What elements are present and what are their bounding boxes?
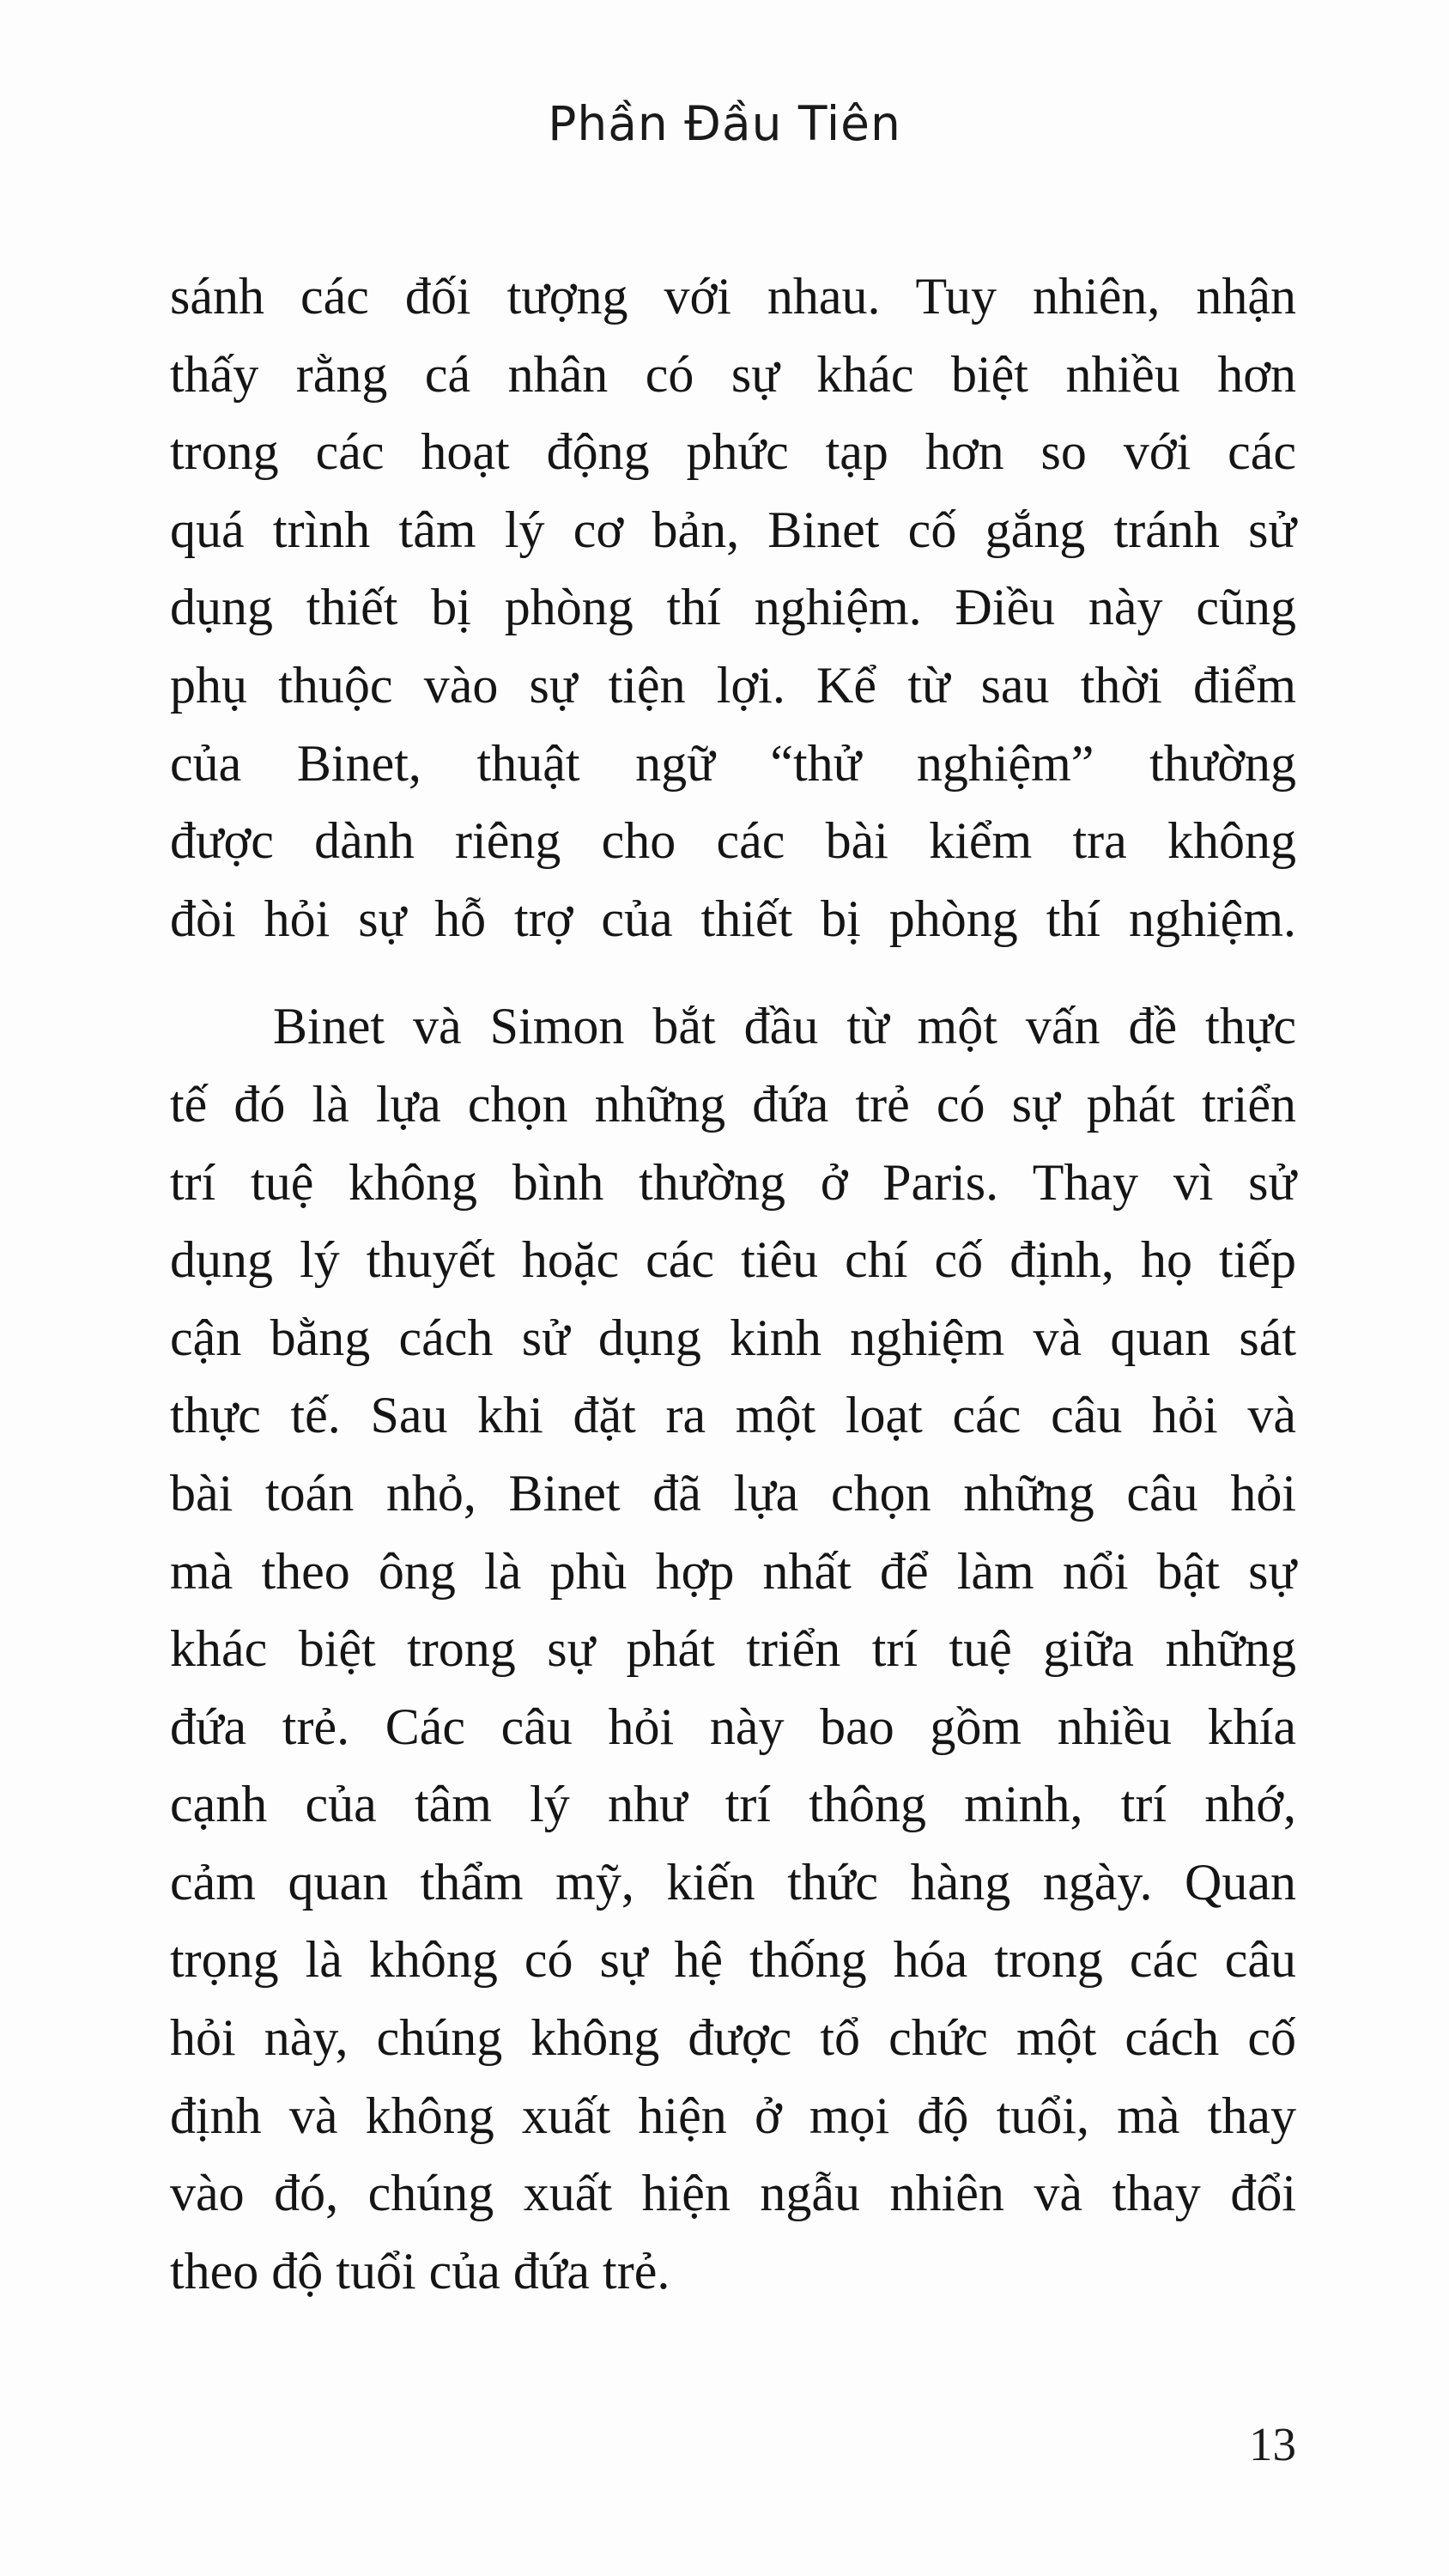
page-number: 13 [1249, 2418, 1296, 2470]
text-line: hỏi này, chúng không được tổ chức một cách cố [170, 2009, 1296, 2067]
text-line: của Binet, thuật ngữ “thử nghiệm” thường [170, 734, 1296, 792]
text-line: trọng là không có sự hệ thống hóa trong các câu [170, 1931, 1296, 1989]
text-line: cạnh của tâm lý như trí thông minh, trí nhớ, [170, 1776, 1296, 1833]
text-line: dụng lý thuyết hoặc các tiêu chí cố định, họ tiếp [170, 1231, 1296, 1289]
text-line: sánh các đối tượng với nhau. Tuy nhiên, nhận [170, 268, 1296, 325]
text-line: mà theo ông là phù hợp nhất để làm nổi bật sự [170, 1542, 1296, 1600]
text-line: khác biệt trong sự phát triển trí tuệ giữa những [170, 1620, 1296, 1678]
text-line: thực tế. Sau khi đặt ra một loạt các câu hỏi và [170, 1387, 1296, 1444]
text-line: trong các hoạt động phức tạp hơn so với các [170, 423, 1296, 481]
text-line: trí tuệ không bình thường ở Paris. Thay vì sử [170, 1153, 1296, 1211]
text-line: thấy rằng cá nhân có sự khác biệt nhiều hơn [170, 345, 1296, 403]
text-line: dụng thiết bị phòng thí nghiệm. Điều này cũng [170, 579, 1296, 636]
text-line: cảm quan thẩm mỹ, kiến thức hàng ngày. Quan [170, 1853, 1296, 1911]
paragraph-2 [170, 987, 1296, 2310]
text-line: vào đó, chúng xuất hiện ngẫu nhiên và thay đổi [170, 2165, 1296, 2222]
paragraph-spacer [170, 957, 1296, 987]
text-line: tế đó là lựa chọn những đứa trẻ có sự phát triển [170, 1075, 1296, 1133]
text-line: phụ thuộc vào sự tiện lợi. Kể từ sau thời điểm [170, 656, 1296, 714]
text-line: theo độ tuổi của đứa trẻ. [170, 2242, 670, 2300]
body-text [170, 258, 1296, 2310]
text-line: đòi hỏi sự hỗ trợ của thiết bị phòng thí nghiệm. [170, 890, 1296, 947]
text-line: Binet và Simon bắt đầu từ một vấn đề thực [273, 998, 1296, 1055]
text-line: được dành riêng cho các bài kiểm tra không [170, 812, 1296, 870]
text-line: quá trình tâm lý cơ bản, Binet cố gắng tránh sử [170, 501, 1296, 558]
text-line: định và không xuất hiện ở mọi độ tuổi, mà thay [170, 2087, 1296, 2144]
paragraph-1 [170, 258, 1296, 957]
text-line: đứa trẻ. Các câu hỏi này bao gồm nhiều khía [170, 1698, 1296, 1755]
running-title: Phần Đầu Tiên [548, 96, 901, 151]
text-line: cận bằng cách sử dụng kinh nghiệm và quan sát [170, 1309, 1296, 1366]
text-line: bài toán nhỏ, Binet đã lựa chọn những câu hỏi [170, 1464, 1296, 1522]
